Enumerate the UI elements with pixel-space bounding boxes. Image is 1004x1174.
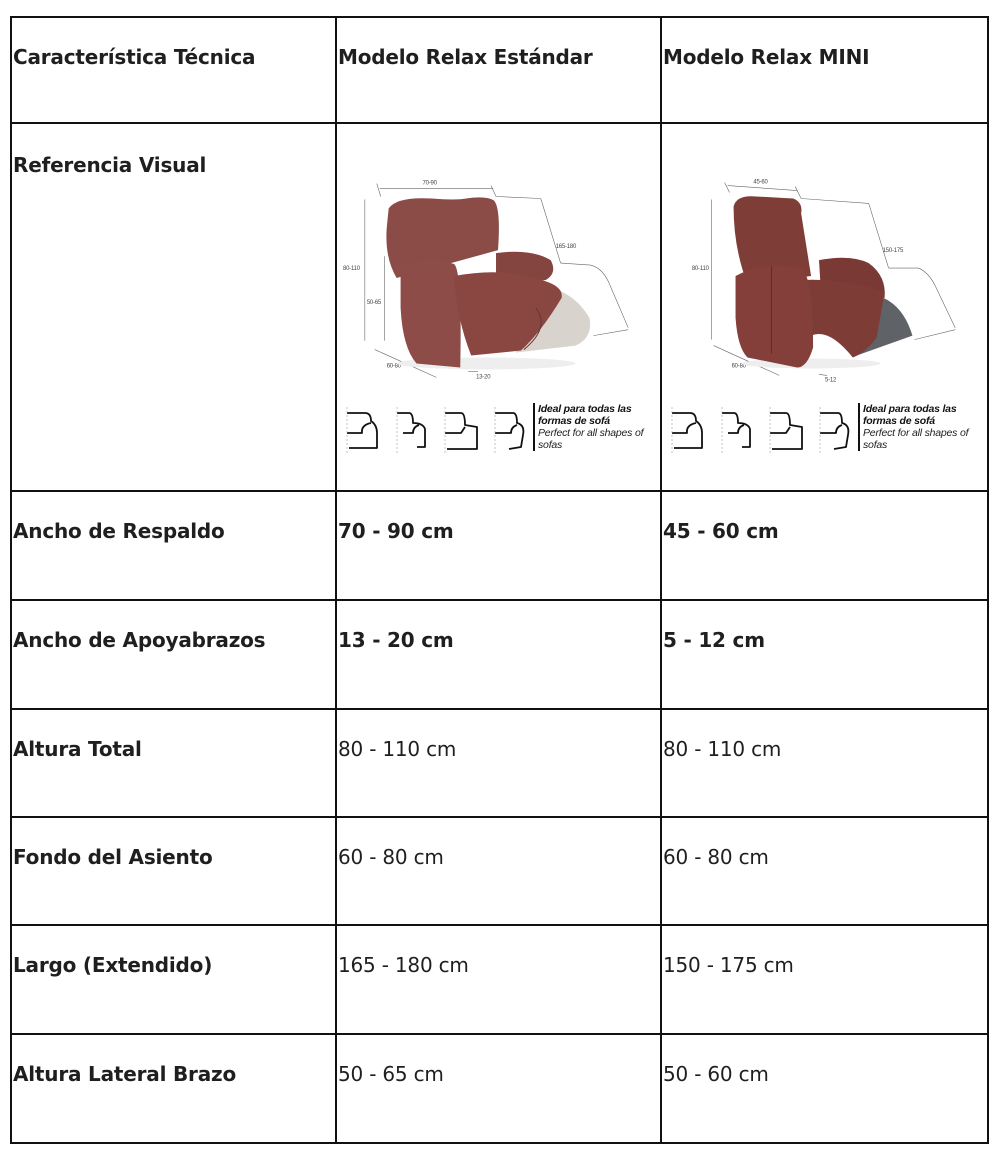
dim-depth-seat: 60-80 [731,363,746,370]
standard-value: 80 - 110 cm [338,737,457,761]
table-row-total-height [11,709,988,817]
mini-value-cell [661,1034,988,1143]
sofa-shapes-standard [337,393,660,455]
dim-width-back: 70-90 [422,180,437,187]
row-label-cell [11,709,336,817]
visual-reference-label: Referencia Visual [13,153,207,177]
dim-width-arm: 5-12 [824,377,837,384]
mini-value: 60 - 80 cm [663,845,769,869]
table-row-visual-reference [11,123,988,491]
row-label: Altura Lateral Brazo [13,1062,236,1086]
dim-height-total: 80-110 [691,266,709,273]
standard-value-cell [336,1034,661,1143]
header-cell-mini [661,17,988,123]
dim-width-back: 45-60 [753,179,768,186]
caption-spanish: Ideal para todas las formas de sofá [863,403,957,427]
dim-height-arm: 50-65 [366,299,382,306]
spec-comparison-table [10,16,989,1144]
sofa-shapes-mini [662,393,985,455]
standard-value-cell [336,600,661,709]
mini-value: 45 - 60 cm [663,519,779,543]
dim-length-extended: 165-180 [555,244,577,251]
standard-value: 60 - 80 cm [338,845,444,869]
standard-product-image [337,124,660,490]
mini-value: 50 - 60 cm [663,1062,769,1086]
table-row-arm-side-height [11,1034,988,1143]
standard-value-cell [336,925,661,1034]
mini-value: 80 - 110 cm [663,737,782,761]
mini-value-cell [661,925,988,1034]
mini-value-cell [661,709,988,817]
standard-value-cell [336,817,661,925]
standard-value: 165 - 180 cm [338,953,469,977]
mini-value: 5 - 12 cm [663,628,765,652]
standard-value: 13 - 20 cm [338,628,454,652]
standard-value-cell [336,491,661,600]
recliner-mini-illustration [662,168,985,388]
table-row-extended-length [11,925,988,1034]
caption-english: Perfect for all shapes of sofas [538,427,644,451]
standard-value: 50 - 65 cm [338,1062,444,1086]
dim-depth-seat: 60-80 [386,363,401,370]
row-label: Altura Total [13,737,142,761]
row-label-cell [11,817,336,925]
row-label-cell [11,1034,336,1143]
row-label-cell [11,925,336,1034]
header-cell-standard [336,17,661,123]
standard-value-cell [336,709,661,817]
mini-value-cell [661,600,988,709]
sofa-arm-shapes-icon [337,393,533,455]
visual-standard-cell [336,123,661,491]
table-row-seat-depth [11,817,988,925]
row-label: Ancho de Apoyabrazos [13,628,266,652]
sofa-arm-shapes-icon [662,393,858,455]
recliner-standard-illustration [337,168,660,388]
shape-caption-standard [533,403,660,451]
header-feature-label: Característica Técnica [13,45,256,69]
mini-value-cell [661,817,988,925]
shape-caption-mini [858,403,985,451]
row-label: Ancho de Respaldo [13,519,225,543]
header-standard-label: Modelo Relax Estándar [338,45,593,69]
header-mini-label: Modelo Relax MINI [663,45,870,69]
caption-spanish: Ideal para todas las formas de sofá [538,403,632,427]
dim-height-total: 80-110 [342,266,360,273]
visual-label-cell [11,123,336,491]
visual-mini-cell [661,123,988,491]
mini-value-cell [661,491,988,600]
row-label-cell [11,600,336,709]
dim-length-extended: 150-175 [882,248,904,255]
row-label: Largo (Extendido) [13,953,213,977]
dim-width-arm: 13-20 [476,374,491,381]
mini-product-image [662,124,987,490]
row-label: Fondo del Asiento [13,845,213,869]
table-row-armrest-width [11,600,988,709]
caption-english: Perfect for all shapes of sofas [863,427,969,451]
mini-value: 150 - 175 cm [663,953,794,977]
table-row-backrest-width [11,491,988,600]
row-label-cell [11,491,336,600]
table-header-row [11,17,988,123]
header-cell-feature [11,17,336,123]
standard-value: 70 - 90 cm [338,519,454,543]
